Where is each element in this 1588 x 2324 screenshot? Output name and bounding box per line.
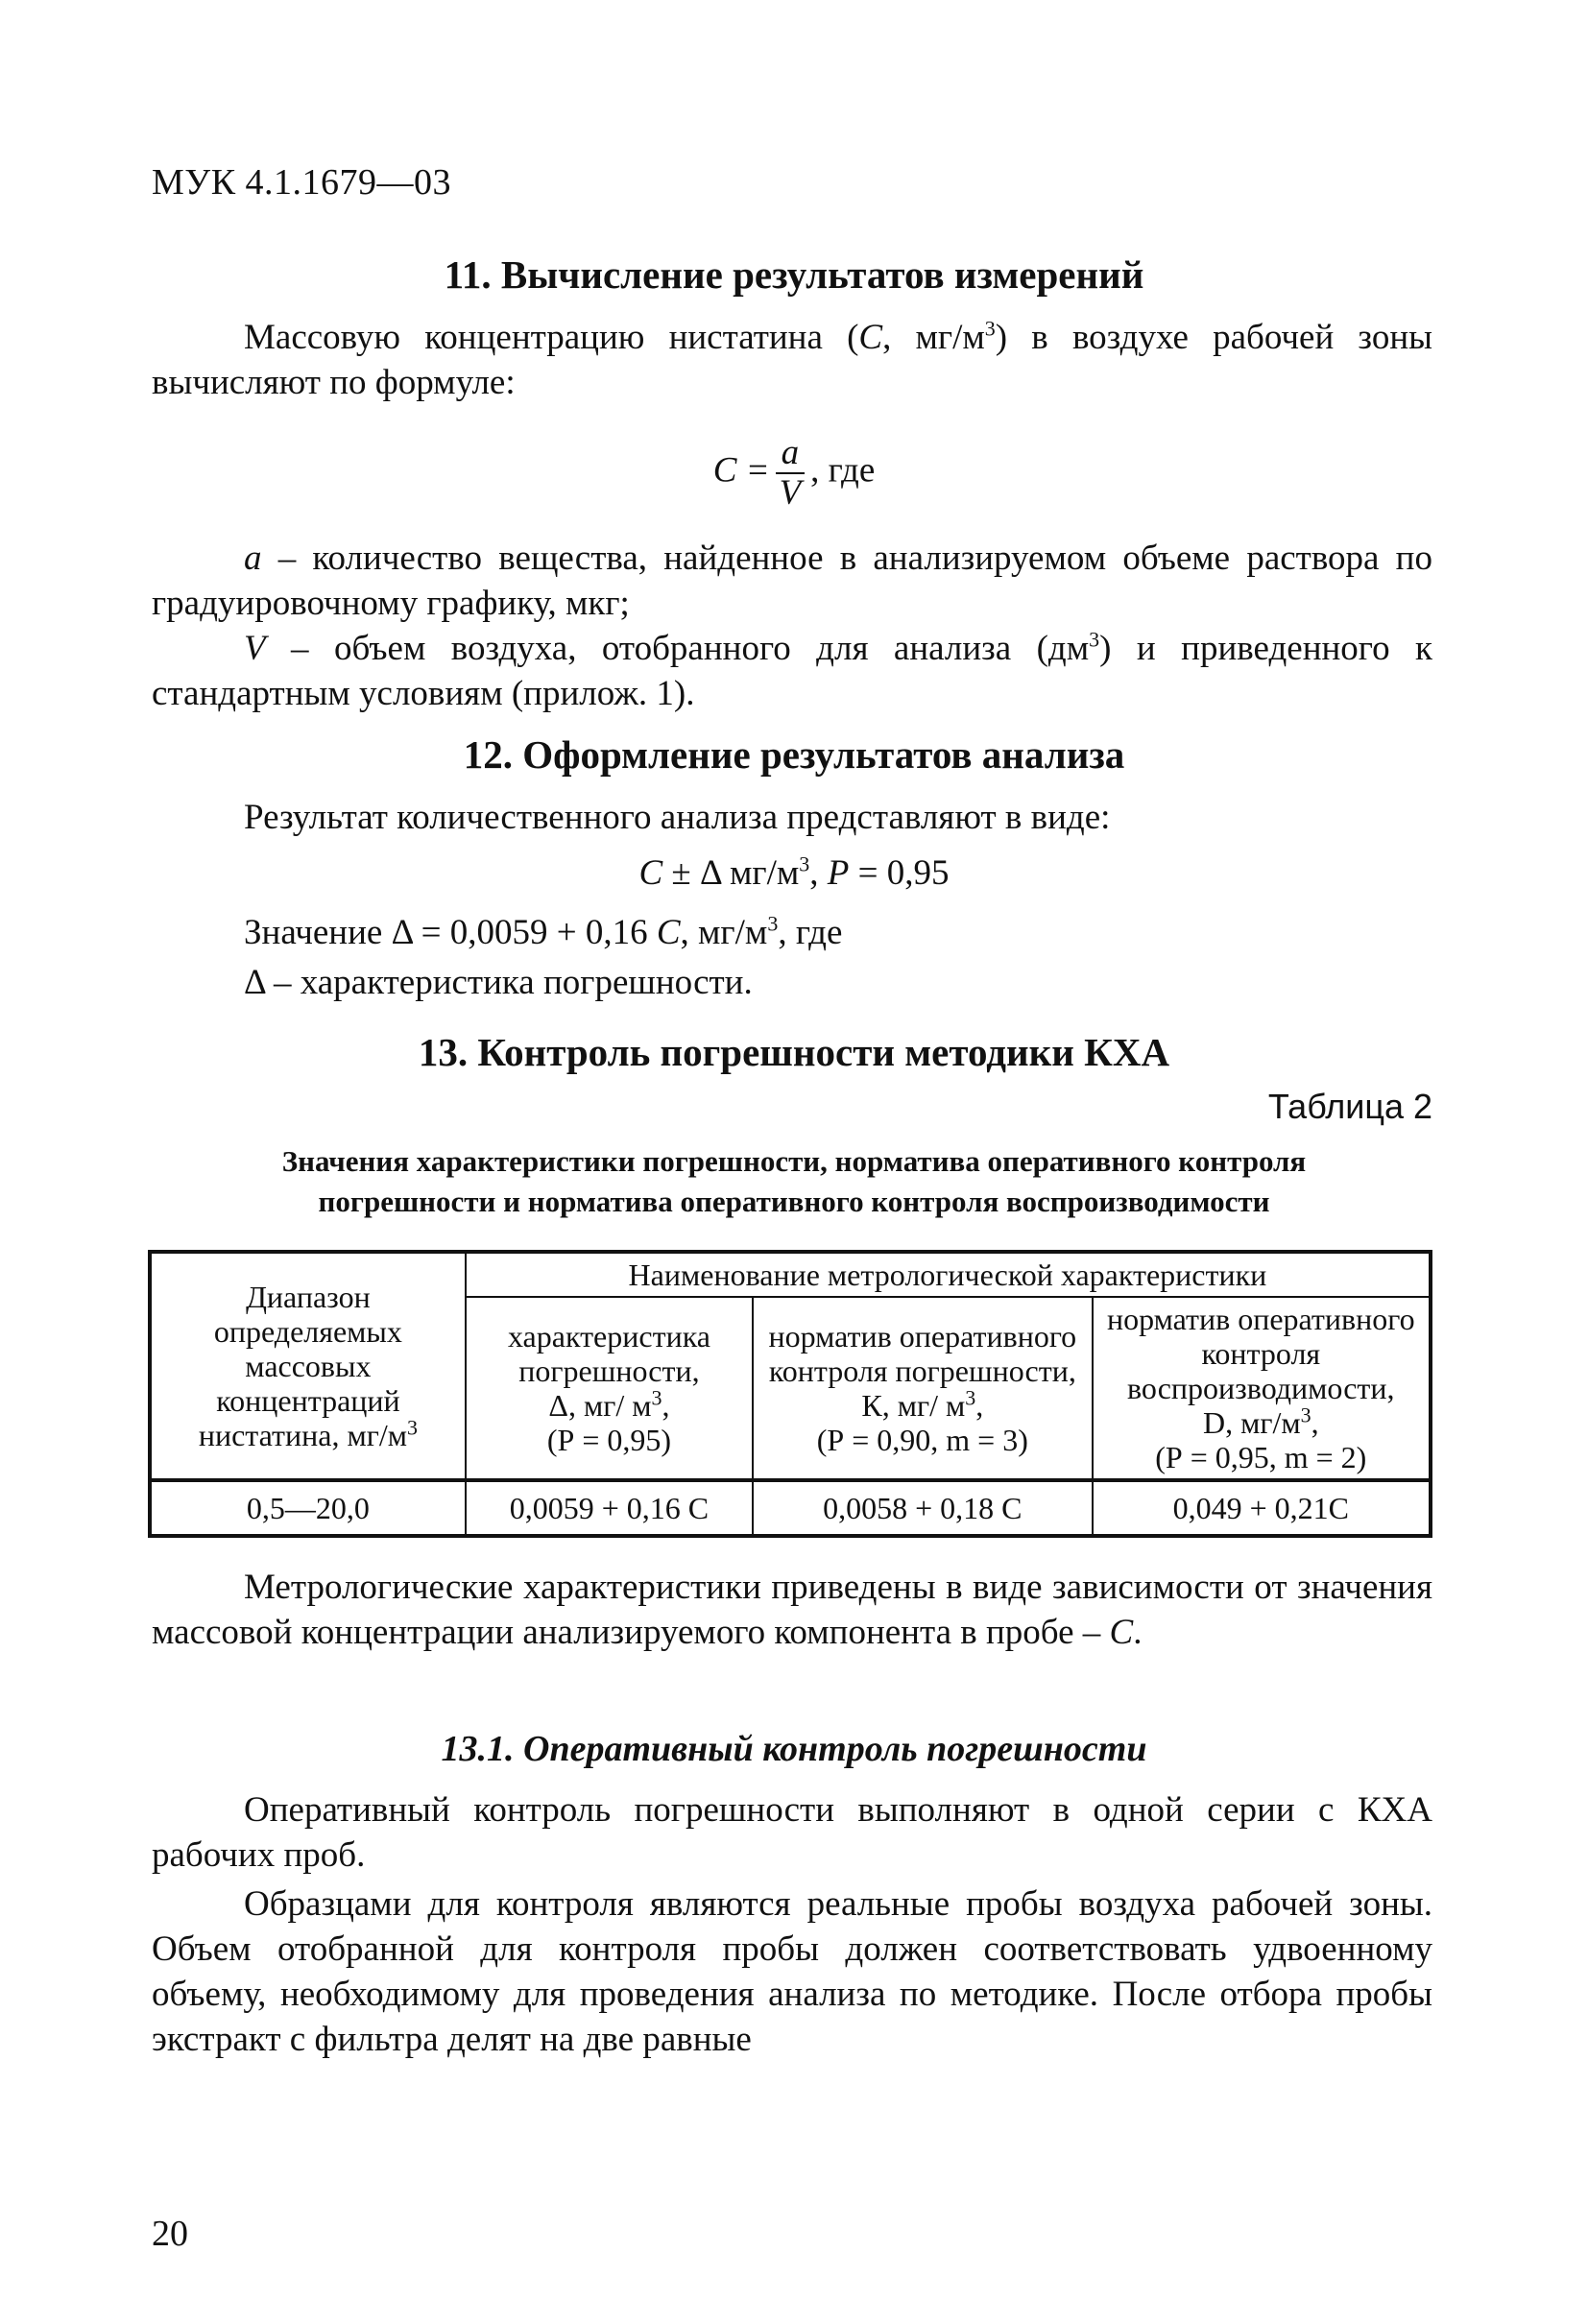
- delta-value: Значение Δ = 0,0059 + 0,16 С, $мг/м^3$, где: [244, 911, 843, 952]
- section-12-title: 12. Оформление результатов анализа: [463, 732, 1125, 777]
- table-header-col2: норматив оперативного контроля погрешности, К, мг/ $м^3$, (Р = 0,90, m = 3): [753, 1297, 1092, 1480]
- subsection-paragraph-2: Образцами для контроля являются реальные пробы воздуха рабочей зоны. Объем отобранной для контроля пробы должен соответствовать удвоенному объему, необходимому для проведения анализа по методике. После отбора пробы экстракт с фильтра делят на две равные: [152, 1884, 1432, 2059]
- table-cell-col3: 0,049 + 0,21С: [1093, 1480, 1431, 1536]
- table-caption-line-1: Значения характеристики погрешности, норматива оперативного контроля: [281, 1144, 1307, 1178]
- section-11-intro: Массовую концентрацию нистатина (С, $мг/м^3$) в воздухе рабочей зоны вычисляют по формуле:: [152, 316, 1432, 402]
- table-number: Таблица 2: [1267, 1087, 1432, 1126]
- page-number: 20: [152, 2214, 188, 2254]
- formula-c-equals-a-over-v: С = $\frac{a}{V}$ , где: [712, 433, 876, 513]
- after-table-paragraph: Метрологические характеристики приведены в виде зависимости от значения массовой концентрации анализируемого компонента в пробе – С.: [152, 1568, 1432, 1652]
- section-13-title: 13. Контроль погрешности методики КХА: [418, 1030, 1170, 1074]
- formula-fraction: $\frac{a}{V}$: [776, 434, 806, 513]
- definition-a: a – количество вещества, найденное в анализируемом объеме раствора по градуировочному графику, мкг;: [152, 539, 1432, 623]
- section-12-intro: Результат количественного анализа представляют в виде:: [244, 798, 1111, 837]
- table-header-group: Наименование метрологической характеристики: [466, 1252, 1431, 1297]
- subsection-paragraph-1: Оперативный контроль погрешности выполняют в одной серии с КХА рабочих проб.: [152, 1790, 1432, 1875]
- table-header-col3: норматив оперативного контроля воспроизводимости, D, $мг/м^3$, (Р = 0,95, m = 2): [1093, 1297, 1431, 1480]
- table-cell-col1: 0,0059 + 0,16 С: [466, 1480, 753, 1536]
- result-expression: С ± Δ $мг/м^3$, Р = 0,95: [638, 851, 950, 893]
- section-11-title: 11. Вычисление результатов измерений: [444, 252, 1144, 297]
- subsection-13-1-title: 13.1. Оперативный контроль погрешности: [441, 1729, 1147, 1769]
- document-id-header: МУК 4.1.1679—03: [152, 162, 452, 203]
- table-header-range: Диапазон определяемых массовых концентраций нистатина, $мг/м^3$: [150, 1252, 466, 1480]
- delta-definition: Δ – характеристика погрешности.: [244, 963, 753, 1002]
- table-cell-col2: 0,0058 + 0,18 С: [753, 1480, 1092, 1536]
- metrology-table: [148, 1250, 1432, 1538]
- definition-v: V – объем воздуха, отобранного для анализа $(дм^3)$ и приведенного к стандартным условиям (прилож. 1).: [152, 627, 1432, 713]
- table-row: [150, 1480, 1431, 1536]
- table-cell-range: 0,5—20,0: [150, 1480, 466, 1536]
- table-caption-line-2: погрешности и норматива оперативного контроля воспроизводимости: [318, 1185, 1270, 1218]
- table-header-col1: характеристика погрешности, Δ, мг/ $м^3$, (Р = 0,95): [466, 1297, 753, 1480]
